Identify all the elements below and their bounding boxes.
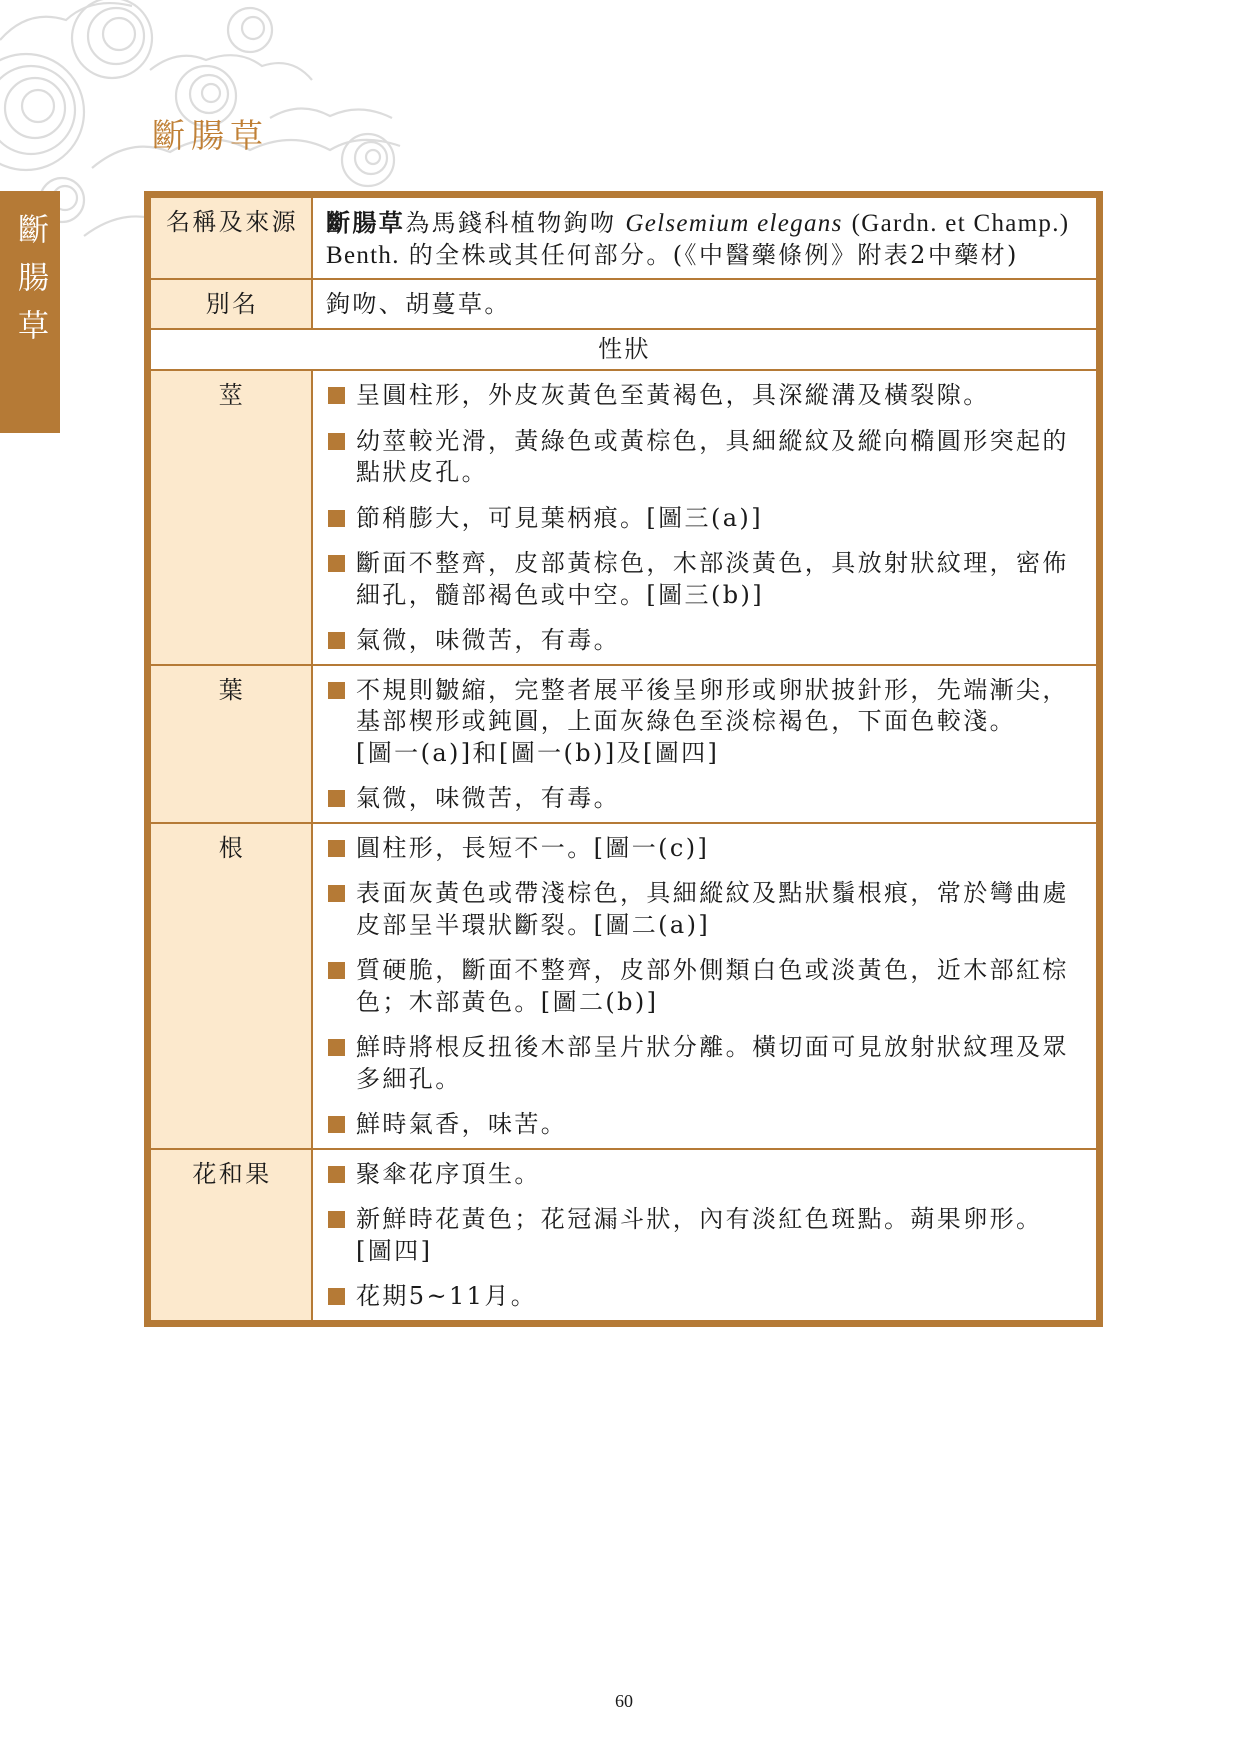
name-source-content [313, 198, 1096, 278]
table-row-alias [151, 278, 1096, 328]
list-item [326, 426, 1084, 489]
list-item-line: 幼莖較光滑，黃綠色或黃棕色，具細縱紋及縱向橢圓形突起的 [356, 426, 1069, 455]
square-bullet-icon [328, 632, 345, 649]
stem-content [313, 371, 1096, 664]
list-item [326, 1159, 1084, 1191]
list-item-line: 斷面不整齊，皮部黃棕色，木部淡黃色，具放射狀紋理，密佈 [356, 549, 1069, 577]
list-item [326, 1204, 1084, 1267]
square-bullet-icon [328, 840, 345, 857]
list-item [326, 675, 1084, 770]
row-label-stem: 莖 [151, 371, 313, 664]
latin-authority-continued: Benth. [326, 241, 400, 269]
flower-fruit-content [313, 1150, 1096, 1320]
table-row-stem [151, 369, 1096, 664]
square-bullet-icon [328, 885, 345, 902]
list-item-line: 新鮮時花黃色；花冠漏斗狀，內有淡紅色斑點。蒴果卵形。 [356, 1205, 1043, 1233]
table-row-traits-header [151, 328, 1096, 370]
list-item [326, 380, 1084, 412]
list-item-line: 質硬脆，斷面不整齊，皮部外側類白色或淡黃色，近木部紅棕 [356, 956, 1069, 984]
traits-header: 性狀 [598, 334, 651, 363]
square-bullet-icon [328, 790, 345, 807]
square-bullet-icon [328, 682, 345, 699]
square-bullet-icon [328, 510, 345, 527]
alias-text: 鉤吻、胡蔓草。 [326, 290, 511, 318]
list-item-line: 氣微，味微苦，有毒。 [356, 626, 620, 654]
list-item-line: 不規則皺縮，完整者展平後呈卵形或卵狀披針形，先端漸尖， [356, 675, 1069, 704]
list-item [326, 1281, 1084, 1313]
list-item-line: 氣微，味微苦，有毒。 [356, 784, 620, 812]
row-label-root: 根 [151, 824, 313, 1148]
list-item-line: 點狀皮孔。 [356, 458, 488, 486]
list-item-line: 基部楔形或鈍圓，上面灰綠色至淡棕褐色，下面色較淺。 [356, 707, 1016, 735]
latin-species-name: Gelsemium elegans [625, 210, 843, 237]
list-item [326, 878, 1084, 941]
leaf-content [313, 666, 1096, 822]
list-item-line: 色；木部黃色。[圖二(b)] [356, 987, 659, 1016]
latin-authority: (Gardn. et Champ.) [851, 210, 1070, 237]
square-bullet-icon [328, 1039, 345, 1056]
row-label-flower-fruit: 花和果 [151, 1150, 313, 1320]
table-row-leaf [151, 664, 1096, 822]
name-source-text-1: 為馬錢科植物鉤吻 [405, 209, 617, 237]
row-label-name-source: 名稱及來源 [151, 198, 313, 278]
square-bullet-icon [328, 387, 345, 404]
row-label-alias: 別名 [151, 280, 313, 328]
herb-name-bold: 斷腸草 [326, 208, 406, 237]
table-row-name-source [151, 198, 1096, 278]
side-tab-label: 斷腸草 [12, 213, 48, 357]
list-item-line: 圓柱形，長短不一。[圖一(c)] [356, 833, 710, 862]
root-content [313, 824, 1096, 1148]
list-item-line: 花期5~11月。 [356, 1282, 538, 1310]
row-label-leaf: 葉 [151, 666, 313, 822]
list-item [326, 548, 1084, 611]
name-source-text-2: 的全株或其任何部分。(《中醫藥條例》附表2中藥材) [408, 240, 1019, 269]
list-item [326, 625, 1084, 657]
page-number: 60 [615, 1691, 633, 1711]
name-source-line-1 [326, 207, 1084, 240]
list-item-line: 多細孔。 [356, 1064, 462, 1093]
list-item [326, 503, 1084, 535]
name-source-line-2 [326, 240, 1084, 272]
list-item-line: 呈圓柱形，外皮灰黃色至黃褐色，具深縱溝及橫裂隙。 [356, 381, 990, 409]
square-bullet-icon [328, 962, 345, 979]
list-item [326, 783, 1084, 815]
table-row-root [151, 822, 1096, 1148]
square-bullet-icon [328, 1288, 345, 1305]
list-item [326, 833, 1084, 865]
list-item-line: [圖四] [356, 1236, 433, 1265]
square-bullet-icon [328, 1116, 345, 1133]
side-tab [0, 191, 60, 433]
list-item-line: 節稍膨大，可見葉柄痕。[圖三(a)] [356, 503, 763, 532]
square-bullet-icon [328, 433, 345, 450]
list-item-line: 鮮時將根反扭後木部呈片狀分離。橫切面可見放射狀紋理及眾 [356, 1033, 1069, 1061]
list-item [326, 1032, 1084, 1095]
list-item-line: 表面灰黃色或帶淺棕色，具細縱紋及點狀鬚根痕，常於彎曲處 [356, 879, 1069, 907]
list-item-line: [圖一(a)]和[圖一(b)]及[圖四] [356, 738, 720, 767]
list-item-line: 細孔，髓部褐色或中空。[圖三(b)] [356, 580, 765, 609]
list-item-line: 聚傘花序頂生。 [356, 1159, 541, 1188]
herb-info-table [144, 191, 1103, 1327]
list-item [326, 955, 1084, 1018]
square-bullet-icon [328, 1211, 345, 1228]
page-title: 斷腸草 [152, 116, 269, 155]
square-bullet-icon [328, 555, 345, 572]
list-item [326, 1109, 1084, 1141]
list-item-line: 皮部呈半環狀斷裂。[圖二(a)] [356, 910, 711, 939]
alias-content [313, 280, 1096, 328]
table-row-flower-fruit [151, 1148, 1096, 1320]
square-bullet-icon [328, 1166, 345, 1183]
list-item-line: 鮮時氣香，味苦。 [356, 1110, 568, 1138]
